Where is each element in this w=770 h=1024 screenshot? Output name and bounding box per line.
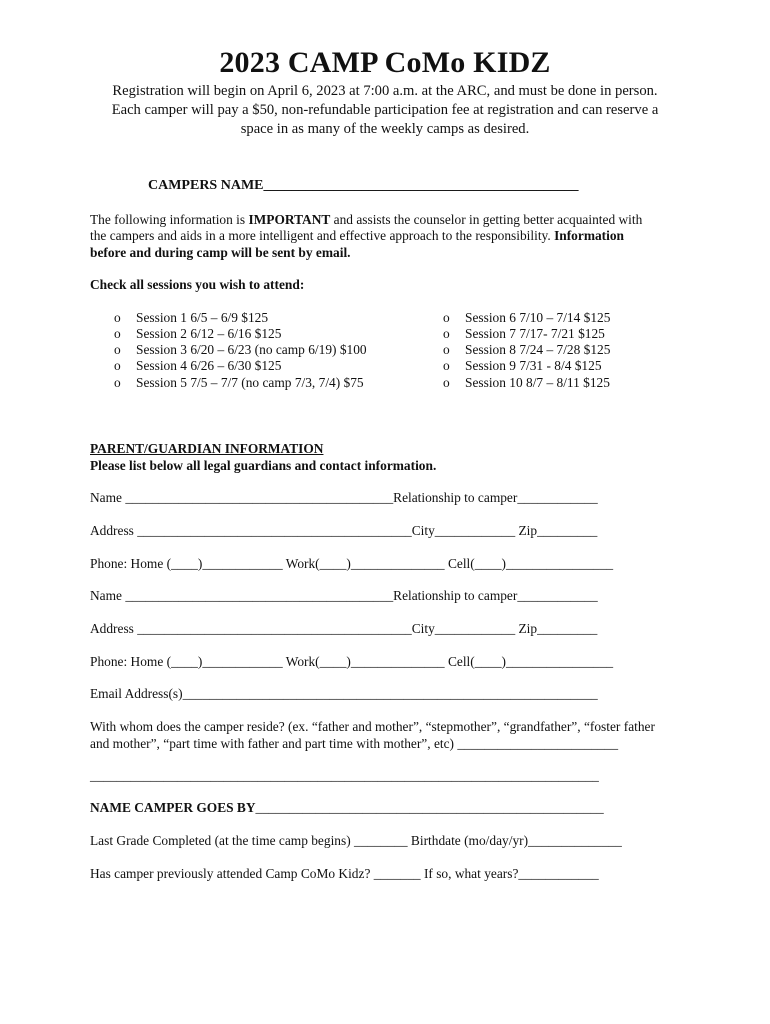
info-text-2: and assists the counselor in getting better acquainted with	[330, 212, 643, 227]
guardian-1-phone-field[interactable]: Phone: Home (____)____________ Work(____)______________ Cell(____)________________	[90, 556, 614, 571]
session-label: Session 3 6/20 – 6/23 (no camp 6/19) $100	[136, 342, 367, 357]
previous-attendance-field[interactable]: Has camper previously attended Camp CoMo Kidz? _______ If so, what years?____________	[90, 866, 599, 881]
information-word: Information	[554, 228, 624, 244]
guardian-subheading: Please list below all legal guardians and contact information.	[90, 458, 437, 473]
guardian-2-phone-field[interactable]: Phone: Home (____)____________ Work(____)______________ Cell(____)________________	[90, 654, 614, 669]
checkbox-circle-icon[interactable]: o	[443, 358, 450, 373]
info-text-3: the campers and aids in a more intelligent and effective approach to the responsibility.	[90, 228, 555, 244]
checkbox-circle-icon[interactable]: o	[114, 358, 121, 373]
checkbox-circle-icon[interactable]: o	[114, 310, 121, 325]
session-label: Session 10 8/7 – 8/11 $125	[465, 375, 610, 390]
intro-line-1: Registration will begin on April 6, 2023 at 7:00 a.m. at the ARC, and must be done in person.	[112, 83, 658, 99]
guardian-1-name-field[interactable]: Name ________________________________________Relationship to camper____________	[90, 490, 598, 505]
session-label: Session 5 7/5 – 7/7 (no camp 7/3, 7/4) $75	[136, 375, 364, 390]
intro-line-2: Each camper will pay a $50, non-refundable participation fee at registration and can reserve a	[111, 102, 659, 118]
page-title: 2023 CAMP CoMo KIDZ	[219, 46, 551, 79]
sessions-heading: Check all sessions you wish to attend:	[90, 277, 305, 292]
info-line-2	[90, 228, 690, 244]
checkbox-circle-icon[interactable]: o	[443, 310, 450, 325]
guardian-heading: PARENT/GUARDIAN INFORMATION	[90, 441, 324, 456]
info-line-3: before and during camp will be sent by email.	[90, 244, 351, 260]
guardian-2-address-field[interactable]: Address _________________________________________City____________ Zip_________	[90, 621, 598, 636]
intro-line-3: space in as many of the weekly camps as desired.	[240, 121, 530, 137]
session-label: Session 7 7/17- 7/21 $125	[465, 326, 605, 341]
info-text-1: The following information is	[90, 212, 249, 227]
session-label: Session 8 7/24 – 7/28 $125	[465, 342, 611, 357]
reside-question-line-2[interactable]: and mother”, “part time with father and part time with mother”, etc) ________________________	[90, 736, 619, 751]
important-word: IMPORTANT	[248, 212, 331, 227]
session-label: Session 6 7/10 – 7/14 $125	[465, 310, 611, 325]
checkbox-circle-icon[interactable]: o	[114, 342, 121, 357]
name-goes-by-blank[interactable]: ____________________________________________________	[255, 800, 604, 815]
checkbox-circle-icon[interactable]: o	[443, 375, 450, 390]
name-goes-by-field[interactable]	[90, 800, 604, 816]
reside-question-line-1: With whom does the camper reside? (ex. “father and mother”, “stepmother”, “grandfather”, “foster father	[90, 719, 655, 734]
intro-paragraph	[92, 82, 678, 139]
session-label: Session 1 6/5 – 6/9 $125	[136, 310, 269, 325]
campers-name-field[interactable]: CAMPERS NAME_____________________________________________	[148, 178, 579, 193]
grade-birthdate-field[interactable]: Last Grade Completed (at the time camp begins) ________ Birthdate (mo/day/yr)______________	[90, 833, 622, 848]
reside-answer-line[interactable]: ____________________________________________________________________________	[90, 768, 599, 783]
checkbox-circle-icon[interactable]: o	[114, 375, 121, 390]
name-goes-by-label: NAME CAMPER GOES BY	[90, 800, 256, 815]
guardian-1-address-field[interactable]: Address _________________________________________City____________ Zip_________	[90, 523, 598, 538]
info-line-1	[90, 212, 690, 228]
checkbox-circle-icon[interactable]: o	[443, 326, 450, 341]
email-field[interactable]: Email Address(s)______________________________________________________________	[90, 686, 598, 701]
session-label: Session 9 7/31 - 8/4 $125	[465, 358, 602, 373]
checkbox-circle-icon[interactable]: o	[443, 342, 450, 357]
session-label: Session 2 6/12 – 6/16 $125	[136, 326, 282, 341]
checkbox-circle-icon[interactable]: o	[114, 326, 121, 341]
important-info-paragraph	[90, 212, 690, 261]
guardian-2-name-field[interactable]: Name ________________________________________Relationship to camper____________	[90, 588, 598, 603]
session-label: Session 4 6/26 – 6/30 $125	[136, 358, 282, 373]
